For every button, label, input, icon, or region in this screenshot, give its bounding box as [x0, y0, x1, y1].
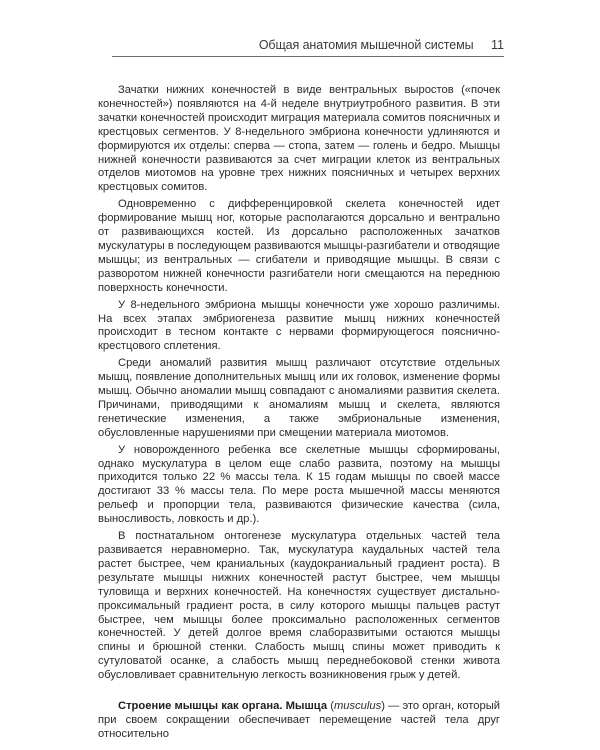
section-heading: Строение мышцы как органа. Мышца: [118, 700, 328, 713]
paragraph: У новорожденного ребенка все скелетные мышцы сформированы, однако мускулатура в целом еще слабо развита, поэтому на мышцы приходится только 22 % массы тела. К 15 годам мышцы по своей массе достигают 33 % массы тела. По мере роста мышечной массы меняются рельеф и пропорции тела, развиваются физические качества (сила, выносливость, ловкость и др.).: [98, 443, 500, 526]
running-head-title: Общая анатомия мышечной системы: [258, 38, 474, 52]
body-text: [98, 84, 500, 745]
section-paragraph: [98, 700, 500, 742]
paragraph: Среди аномалий развития мышц различают отсутствие отдельных мышц, появление дополнительных мышц или их головок, изменение формы мышц. Обычно аномалии мышц совпадают с аномалиями развития скелета. Причинами, приводящими к аномалиям мышц и скелета, являются генетические изменения, а также эмбриональные изменения, обусловленные нарушениями при смещении материала миотомов.: [98, 357, 500, 439]
paragraph: Зачатки нижних конечностей в виде вентральных выростов («почек конечностей») появляются на 4-й неделе внутриутробного развития. В эти зачатки конечностей происходит миграция материала сомитов поясничных и крестцовых сегментов. У 8-недельного эмбриона конечности удлиняются и формируются их отделы: сперва — стопа, затем — голень и бедро. Мышцы нижней конечности развиваются за счет миграции клеток из вентральных отделов миотомов на уровне трех нижних поясничных и четырех верхних крестцовых сомитов.: [98, 84, 500, 194]
section-latin-open: (: [327, 700, 334, 713]
section-text: ) — это орган, который при своем сокращении обеспечивает перемещение частей тела друг относительно: [98, 700, 500, 740]
running-head: [112, 36, 504, 57]
paragraph: Одновременно с дифференцировкой скелета конечностей идет формирование мышц ног, которые располагаются дорсально и вентрально от развивающихся костей. Из дорсально расположенных зачатков мускулатуры в последующем развиваются мышцы-разгибатели и отводящие мышцы; из вентральных — сгибатели и приводящие мышцы. В связи с разворотом нижней конечности разгибатели ноги смещаются на переднюю поверхность конечности.: [98, 198, 500, 294]
latin-term: musculus: [333, 700, 382, 713]
paragraph: В постнатальном онтогенезе мускулатура отдельных частей тела развивается неравномерно. Так, мускулатура каудальных частей тела растет быстрее, чем краниальных (каудокраниальный градиент роста). В результате мышцы нижних конечностей растут быстрее, чем мышцы туловища и верхних конечностей. На конечностях существует дистально-проксимальный градиент роста, в силу которого мышцы пальцев растут быстрее, чем мышцы более проксимально расположенных сегментов конечностей. У детей долгое время слаборазвитыми остаются мышцы спины и брюшной стенки. Слабость мышц спины может приводить к сутуловатой осанке, а слабость мышц переднебоковой стенки живота обусловливает сравнительную легкость возникновения грыж у детей.: [98, 530, 500, 682]
paragraph: У 8-недельного эмбриона мышцы конечности уже хорошо различимы. На всех этапах эмбриогенеза развитие мышц нижних конечностей происходит в тесном контакте с нервами формирующегося пояснично-крестцового сплетения.: [98, 298, 500, 353]
page-number: 11: [491, 38, 504, 52]
